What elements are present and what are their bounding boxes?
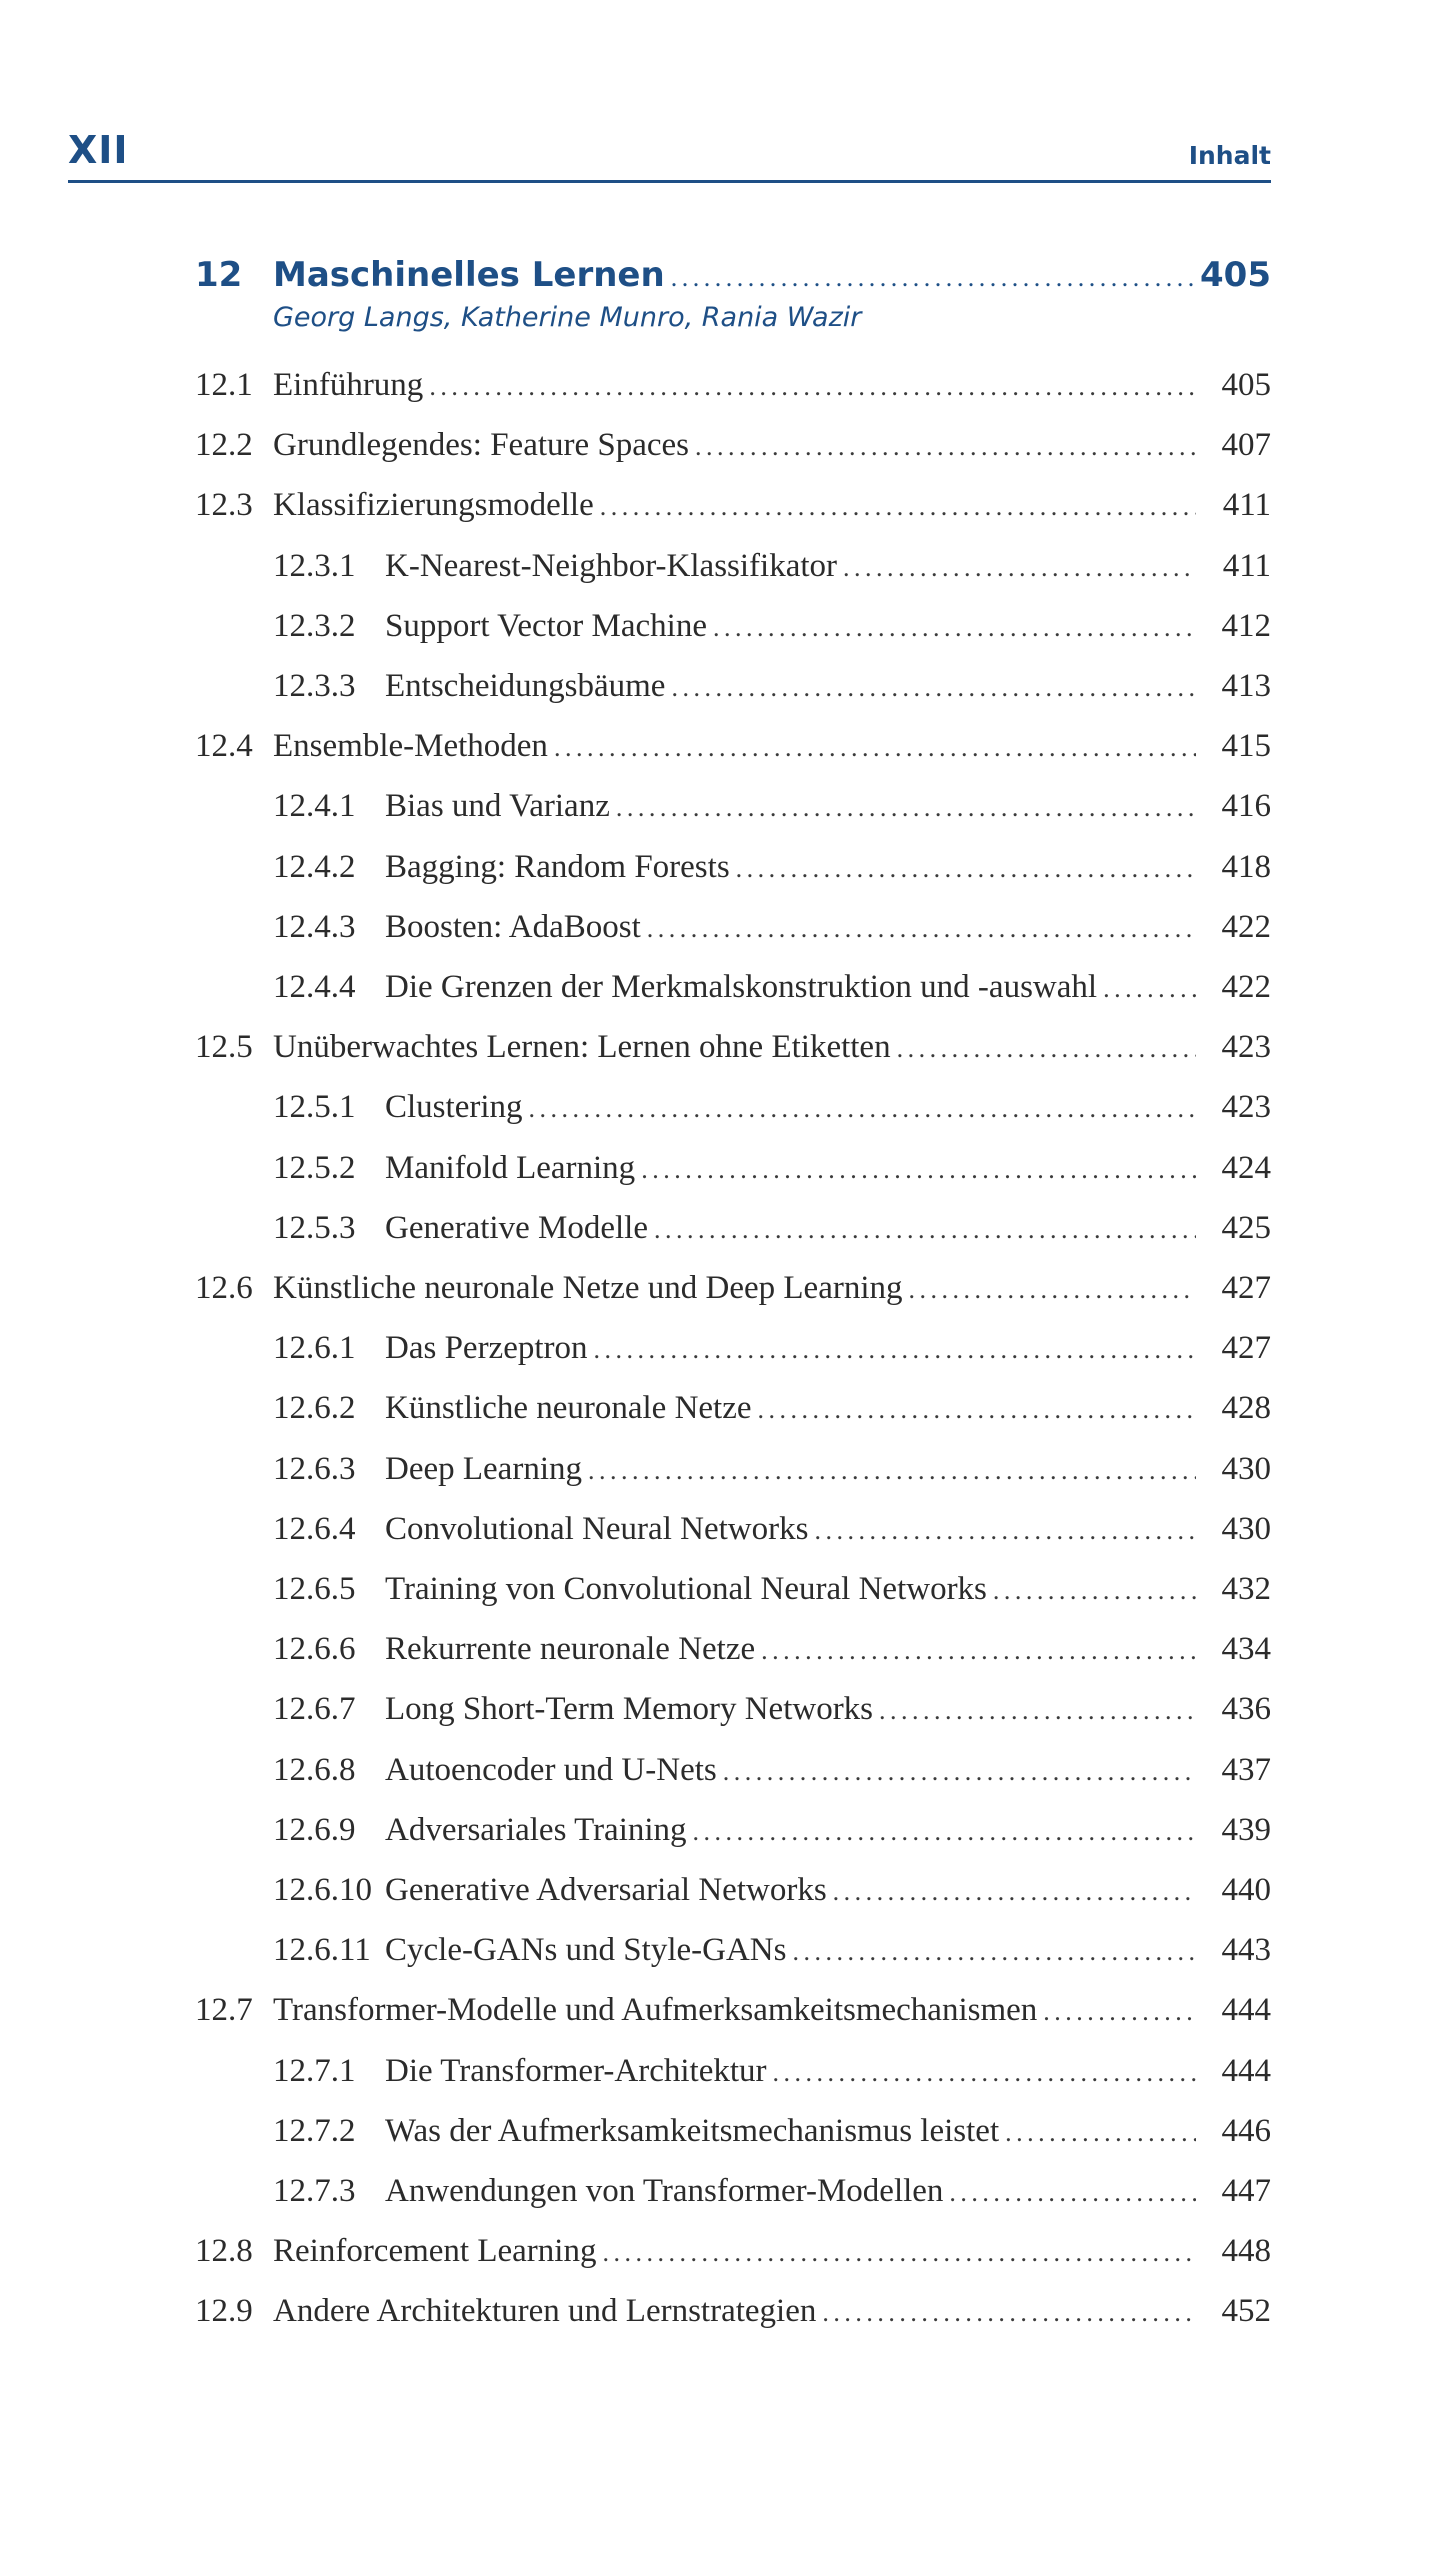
entry-title: Künstliche neuronale Netze [385,1390,752,1426]
dot-leader [1005,2108,1196,2158]
dot-leader [602,2228,1196,2278]
entry-page: 422 [1221,909,1271,945]
entry-page: 411 [1222,548,1271,584]
entry-number: 12.6.6 [273,1631,356,1667]
entry-title: Rekurrente neuronale Netze [385,1631,756,1667]
entry-title: Grundlegendes: Feature Spaces [273,427,690,463]
entry-page: 427 [1221,1270,1271,1306]
entry-title: Anwendungen von Transformer-Modellen [385,2173,944,2209]
entry-page: 430 [1221,1511,1271,1547]
entry-page: 424 [1221,1150,1271,1186]
entry-title: Klassifizierungsmodelle [273,487,594,523]
toc-entry[interactable] [195,1143,1271,1193]
dot-leader [654,1205,1196,1255]
dot-leader [761,1626,1196,1676]
entry-title: Bias und Varianz [385,788,610,824]
entry-title: Support Vector Machine [385,608,707,644]
toc-entry[interactable] [195,2166,1271,2216]
entry-title: Generative Modelle [385,1210,648,1246]
chapter-number: 12 [195,255,243,295]
entry-number: 12.6.5 [273,1571,356,1607]
entry-number: 12.1 [195,367,253,403]
entry-page: 416 [1221,788,1271,824]
toc-entry[interactable] [195,2226,1271,2276]
entry-number: 12.4.2 [273,849,356,885]
entry-number: 12.7.3 [273,2173,356,2209]
dot-leader [429,362,1196,412]
toc-entry[interactable] [195,2046,1271,2096]
entry-title: Training von Convolutional Neural Networks [385,1571,987,1607]
entry-page: 413 [1221,668,1271,704]
toc-entry[interactable] [195,1865,1271,1915]
entry-number: 12.3.3 [273,668,356,704]
entry-title: Adversariales Training [385,1812,687,1848]
dot-leader [713,603,1196,653]
toc-entry[interactable] [195,1745,1271,1795]
entry-page: 437 [1221,1752,1271,1788]
entry-page: 415 [1221,728,1271,764]
dot-leader [671,253,1196,303]
dot-leader [647,904,1196,954]
entry-title: Künstliche neuronale Netze und Deep Learning [273,1270,903,1306]
dot-leader [993,1566,1196,1616]
toc-entry[interactable] [195,601,1271,651]
entry-number: 12.6.11 [273,1932,371,1968]
entry-number: 12.4.4 [273,969,356,1005]
entry-number: 12.6.1 [273,1330,356,1366]
dot-leader [758,1385,1196,1435]
dot-leader [641,1145,1196,1195]
toc-entry[interactable] [195,480,1271,530]
entry-title: Clustering [385,1089,523,1125]
toc-entry[interactable] [195,1624,1271,1674]
dot-leader [792,1927,1196,1977]
dot-leader [600,482,1196,532]
entry-number: 12.2 [195,427,253,463]
entry-number: 12.7 [195,1992,253,2028]
dot-leader [693,1807,1196,1857]
entry-title: Boosten: AdaBoost [385,909,641,945]
dot-leader [843,543,1196,593]
entry-title: Was der Aufmerksamkeitsmechanismus leistet [385,2113,1000,2149]
entry-title: Andere Architekturen und Lernstrategien [273,2293,817,2329]
entry-title: Ensemble-Methoden [273,728,548,764]
dot-leader [723,1747,1196,1797]
entry-number: 12.6.9 [273,1812,356,1848]
toc-chapter-entry[interactable] [195,250,1271,300]
running-section-title: Inhalt [1188,141,1271,170]
entry-number: 12.6.3 [273,1451,356,1487]
toc-entry[interactable] [195,781,1271,831]
toc-entry[interactable] [195,1985,1271,2035]
toc-entry[interactable] [195,2106,1271,2156]
toc-entry[interactable] [195,721,1271,771]
entry-page: 427 [1221,1330,1271,1366]
entry-number: 12.7.2 [273,2113,356,2149]
toc-entry[interactable] [195,360,1271,410]
entry-title: Die Grenzen der Merkmalskonstruktion und -auswahl [385,969,1098,1005]
entry-title: Das Perzeptron [385,1330,588,1366]
entry-page: 411 [1222,487,1271,523]
entry-page: 440 [1221,1872,1271,1908]
entry-page: 418 [1221,849,1271,885]
dot-leader [695,422,1196,472]
entry-number: 12.6 [195,1270,253,1306]
entry-title: Deep Learning [385,1451,582,1487]
toc-entry[interactable] [195,902,1271,952]
entry-number: 12.5.1 [273,1089,356,1125]
page-number: XII [68,128,129,172]
entry-page: 432 [1221,1571,1271,1607]
dot-leader [736,844,1196,894]
entry-number: 12.6.10 [273,1872,372,1908]
toc-entry[interactable] [195,661,1271,711]
toc-entry[interactable] [195,2286,1271,2336]
toc-entry[interactable] [195,962,1271,1012]
entry-title: Unüberwachtes Lernen: Lernen ohne Etiketten [273,1029,891,1065]
entry-page: 425 [1221,1210,1271,1246]
entry-title: Die Transformer-Architektur [385,2053,767,2089]
dot-leader [833,1867,1196,1917]
toc-entry[interactable] [195,1022,1271,1072]
entry-number: 12.3.2 [273,608,356,644]
chapter-authors: Georg Langs, Katherine Munro, Rania Wazir [273,302,862,333]
entry-number: 12.3.1 [273,548,356,584]
entry-title: Cycle-GANs und Style-GANs [385,1932,787,1968]
entry-title: Autoencoder und U-Nets [385,1752,717,1788]
dot-leader [671,663,1196,713]
dot-leader [1043,1987,1196,2037]
entry-number: 12.6.2 [273,1390,356,1426]
toc-entry[interactable] [195,1082,1271,1132]
entry-number: 12.6.7 [273,1691,356,1727]
entry-number: 12.5 [195,1029,253,1065]
entry-page: 434 [1221,1631,1271,1667]
dot-leader [879,1686,1196,1736]
toc-entry[interactable] [195,1925,1271,1975]
chapter-title: Maschinelles Lernen [273,255,665,295]
toc-entry[interactable] [195,1323,1271,1373]
dot-leader [909,1265,1197,1315]
entry-page: 423 [1221,1089,1271,1125]
toc-entry[interactable] [195,1383,1271,1433]
dot-leader [616,783,1196,833]
entry-number: 12.8 [195,2233,253,2269]
dot-leader [588,1446,1196,1496]
running-header [68,128,1271,183]
entry-page: 422 [1221,969,1271,1005]
entry-title: Einführung [273,367,424,403]
toc-entry[interactable] [195,1504,1271,1554]
entry-page: 443 [1221,1932,1271,1968]
toc-entry[interactable] [195,1684,1271,1734]
chapter-page: 405 [1200,255,1271,295]
toc-entry[interactable] [195,420,1271,470]
dot-leader [949,2168,1196,2218]
dot-leader [814,1506,1196,1556]
entry-page: 423 [1221,1029,1271,1065]
entry-page: 448 [1221,2233,1271,2269]
entry-title: Reinforcement Learning [273,2233,597,2269]
entry-title: Manifold Learning [385,1150,636,1186]
dot-leader [554,723,1196,773]
dot-leader [773,2048,1197,2098]
entry-number: 12.4 [195,728,253,764]
entry-number: 12.7.1 [273,2053,356,2089]
entry-page: 444 [1221,2053,1271,2089]
entry-page: 430 [1221,1451,1271,1487]
entry-title: Long Short-Term Memory Networks [385,1691,874,1727]
toc-entry[interactable] [195,1564,1271,1614]
entry-title: Generative Adversarial Networks [385,1872,827,1908]
entry-page: 412 [1221,608,1271,644]
entry-title: Entscheidungsbäume [385,668,666,704]
entry-page: 452 [1221,2293,1271,2329]
entry-number: 12.4.3 [273,909,356,945]
toc-entry[interactable] [195,1263,1271,1313]
toc-entry[interactable] [195,1444,1271,1494]
entry-page: 444 [1221,1992,1271,2028]
entry-page: 428 [1221,1390,1271,1426]
entry-page: 439 [1221,1812,1271,1848]
dot-leader [822,2288,1196,2338]
entry-title: Transformer-Modelle und Aufmerksamkeitsmechanismen [273,1992,1038,2028]
toc-entry[interactable] [195,1805,1271,1855]
entry-page: 447 [1221,2173,1271,2209]
entry-page: 405 [1221,367,1271,403]
toc-entry[interactable] [195,842,1271,892]
entry-page: 407 [1221,427,1271,463]
entry-number: 12.6.8 [273,1752,356,1788]
dot-leader [529,1084,1197,1134]
dot-leader [1103,964,1196,1014]
entry-number: 12.6.4 [273,1511,356,1547]
entry-page: 446 [1221,2113,1271,2149]
dot-leader [594,1325,1196,1375]
entry-number: 12.3 [195,487,253,523]
dot-leader [897,1024,1196,1074]
entry-title: Bagging: Random Forests [385,849,730,885]
toc-entry[interactable] [195,1203,1271,1253]
entry-title: K-Nearest-Neighbor-Klassifikator [385,548,838,584]
entry-number: 12.9 [195,2293,253,2329]
entry-title: Convolutional Neural Networks [385,1511,809,1547]
entry-number: 12.4.1 [273,788,356,824]
entry-number: 12.5.2 [273,1150,356,1186]
toc-entry[interactable] [195,541,1271,591]
entry-number: 12.5.3 [273,1210,356,1246]
entry-page: 436 [1221,1691,1271,1727]
